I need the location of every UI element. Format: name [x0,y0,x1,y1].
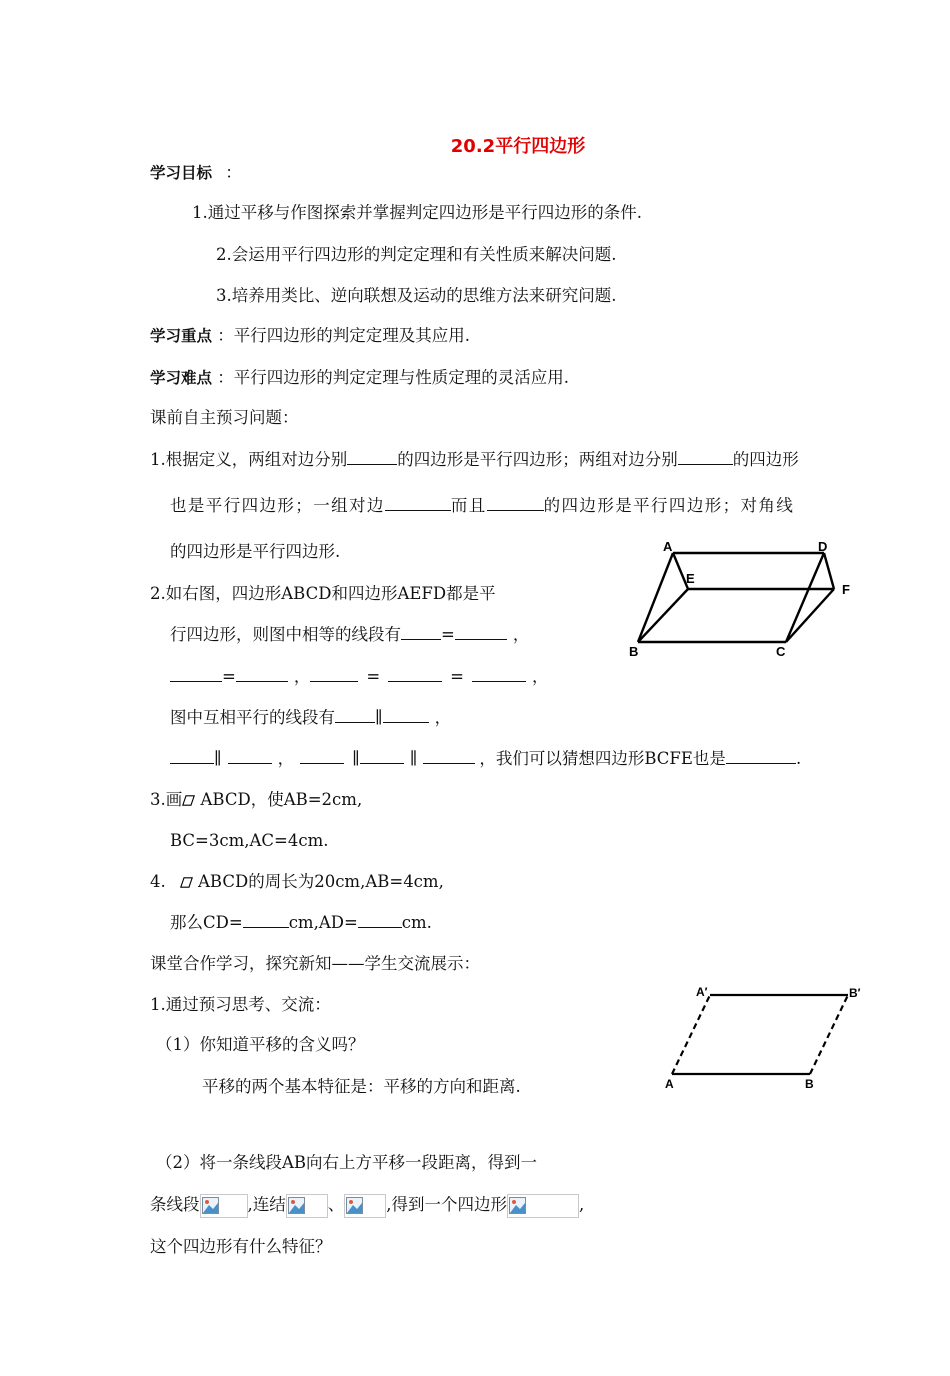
answer-blank[interactable] [678,449,733,465]
cooperative-sub2-line2 [150,1192,584,1218]
broken-image-icon [346,1197,363,1214]
translation-figure [660,978,870,1098]
cooperative-item1: 1.通过预习思考、交流： [150,995,331,1014]
answer-blank[interactable] [335,707,375,723]
answer-blank[interactable] [360,748,404,764]
label-c: C [776,644,786,659]
q3-text: ABCD，使AB=2cm, [195,790,363,809]
q2-text: ∥ [352,749,360,768]
objective-item: 2.会运用平行四边形的判定定理和有关性质来解决问题. [216,245,617,264]
q4-line2 [170,912,432,934]
answer-blank[interactable] [487,495,544,511]
answer-blank[interactable] [300,748,344,764]
preview-heading: 课前自主预习问题： [150,408,299,427]
sub2-text: ,连结 [247,1195,286,1214]
answer-blank[interactable] [455,624,507,640]
objectives-heading-row [150,162,242,184]
cooperative-sub2-line3: 这个四边形有什么特征？ [150,1237,332,1256]
label-d: D [818,539,828,554]
segment-dc [786,553,824,642]
sub2-text: 条线段 [150,1195,200,1214]
answer-blank[interactable] [726,748,796,764]
q1-text: 的四边形是平行四边形；两组对边分别 [397,450,678,469]
q4-line1 [150,871,444,893]
segment-be [638,589,688,642]
label-a-prime: A′ [696,985,708,999]
cooperative-sub1: （1）你知道平移的含义吗？ [156,1035,365,1054]
answer-blank[interactable] [385,495,451,511]
segment-df [824,553,834,589]
broken-image-icon [202,1197,219,1214]
label-e: E [686,571,695,586]
objectives-colon: ： [225,163,242,182]
q1-line1 [150,449,799,471]
q4-text: 4. [150,872,166,891]
answer-blank[interactable] [310,666,358,682]
q2-line5 [170,748,801,770]
cooperative-heading: 课堂合作学习，探究新知——学生交流展示： [150,954,480,973]
label-b: B [805,1077,814,1091]
answer-blank[interactable] [347,449,397,465]
objectives-heading: 学习目标 [150,164,213,182]
broken-image [507,1194,579,1218]
q2-text: ， [277,749,295,768]
difficulty-heading: 学习难点 [150,369,213,387]
segment-cf [786,589,834,642]
sub2-text: 、 [327,1195,345,1214]
segment-bb-prime [810,995,848,1074]
q2-text: ， [293,667,311,686]
q2-line4 [170,707,451,729]
answer-blank[interactable] [228,748,272,764]
q2-text: = [222,667,236,686]
sub2-text: , [579,1195,585,1214]
label-b-prime: B′ [849,986,861,1000]
q2-text: ∥ [409,749,418,768]
answer-blank[interactable] [383,707,429,723]
q2-text: ， [512,625,530,644]
q1-text: 的四边形是平行四边形；对角线 [543,496,795,515]
objective-item: 3.培养用类比、逆向联想及运动的思维方法来研究问题. [216,286,617,305]
q3-text: 3.画 [150,790,183,809]
answer-blank[interactable] [236,666,288,682]
q2-line2 [170,624,529,646]
q1-text: 1.根据定义，两组对边分别 [150,450,348,469]
q2-text: ， [531,667,549,686]
q3-line2: BC=3cm,AC=4cm. [170,831,329,850]
q2-text: 图中互相平行的线段有 [170,708,335,727]
cooperative-sub1-answer: 平移的两个基本特征是：平移的方向和距离. [202,1077,521,1096]
answer-blank[interactable] [358,912,402,928]
key-point-row [150,325,470,347]
parallelogram-figure-abcd-aefd [626,535,862,663]
q1-line2 [170,495,794,517]
q1-text: 的四边形 [732,450,799,469]
q1-text: 也是平行四边形；一组对边 [170,496,385,515]
objective-item: 1.通过平移与作图探索并掌握判定四边形是平行四边形的条件. [192,203,642,222]
q4-text: ABCD的周长为20cm,AB=4cm, [192,872,444,891]
q4-text: 那么CD= [170,913,243,932]
key-point-text: ：平行四边形的判定定理及其应用. [217,326,471,345]
label-b: B [629,644,639,659]
answer-blank[interactable] [388,666,442,682]
broken-image [200,1194,248,1218]
label-a: A [665,1077,674,1091]
q2-text: 行四边形，则图中相等的线段有 [170,625,401,644]
broken-image-icon [288,1197,305,1214]
difficulty-text: ：平行四边形的判定定理与性质定理的灵活应用. [217,368,570,387]
q2-text: ， [434,708,452,727]
page-title: 20.2平行四边形 [450,136,586,157]
broken-image-icon [509,1197,526,1214]
segment-ab [638,553,673,642]
label-f: F [842,582,850,597]
broken-image [344,1194,386,1218]
difficulty-row [150,367,569,389]
cooperative-sub2: （2）将一条线段AB向右上方平移一段距离，得到一 [156,1153,538,1172]
answer-blank[interactable] [243,912,289,928]
parallelogram-symbol-icon [182,795,195,806]
q2-text: ∥ [375,708,383,727]
answer-blank[interactable] [170,748,214,764]
key-point-heading: 学习重点 [150,327,213,345]
segment-aa-prime [672,995,710,1074]
answer-blank[interactable] [472,666,526,682]
answer-blank[interactable] [401,624,441,640]
answer-blank[interactable] [423,748,475,764]
answer-blank[interactable] [170,666,222,682]
q2-text: = [366,667,381,686]
q2-text: . [795,749,802,768]
q1-line3: 的四边形是平行四边形. [170,542,341,561]
q1-text: 而且 [450,496,487,515]
label-a: A [663,539,673,554]
q2-line3 [170,666,548,688]
broken-image [286,1194,328,1218]
q2-text: = [450,667,464,686]
q2-line1: 2.如右图，四边形ABCD和四边形AEFD都是平 [150,584,496,603]
q2-text: = [441,625,455,644]
q4-text: cm. [401,913,432,932]
q4-text: cm,AD= [288,913,358,932]
sub2-text: ,得到一个四边形 [386,1195,507,1214]
parallelogram-symbol-icon [180,877,193,888]
q2-text: ，我们可以猜想四边形BCFE也是 [479,749,726,768]
q2-text: ∥ [214,749,222,768]
q3-line1 [150,789,362,811]
